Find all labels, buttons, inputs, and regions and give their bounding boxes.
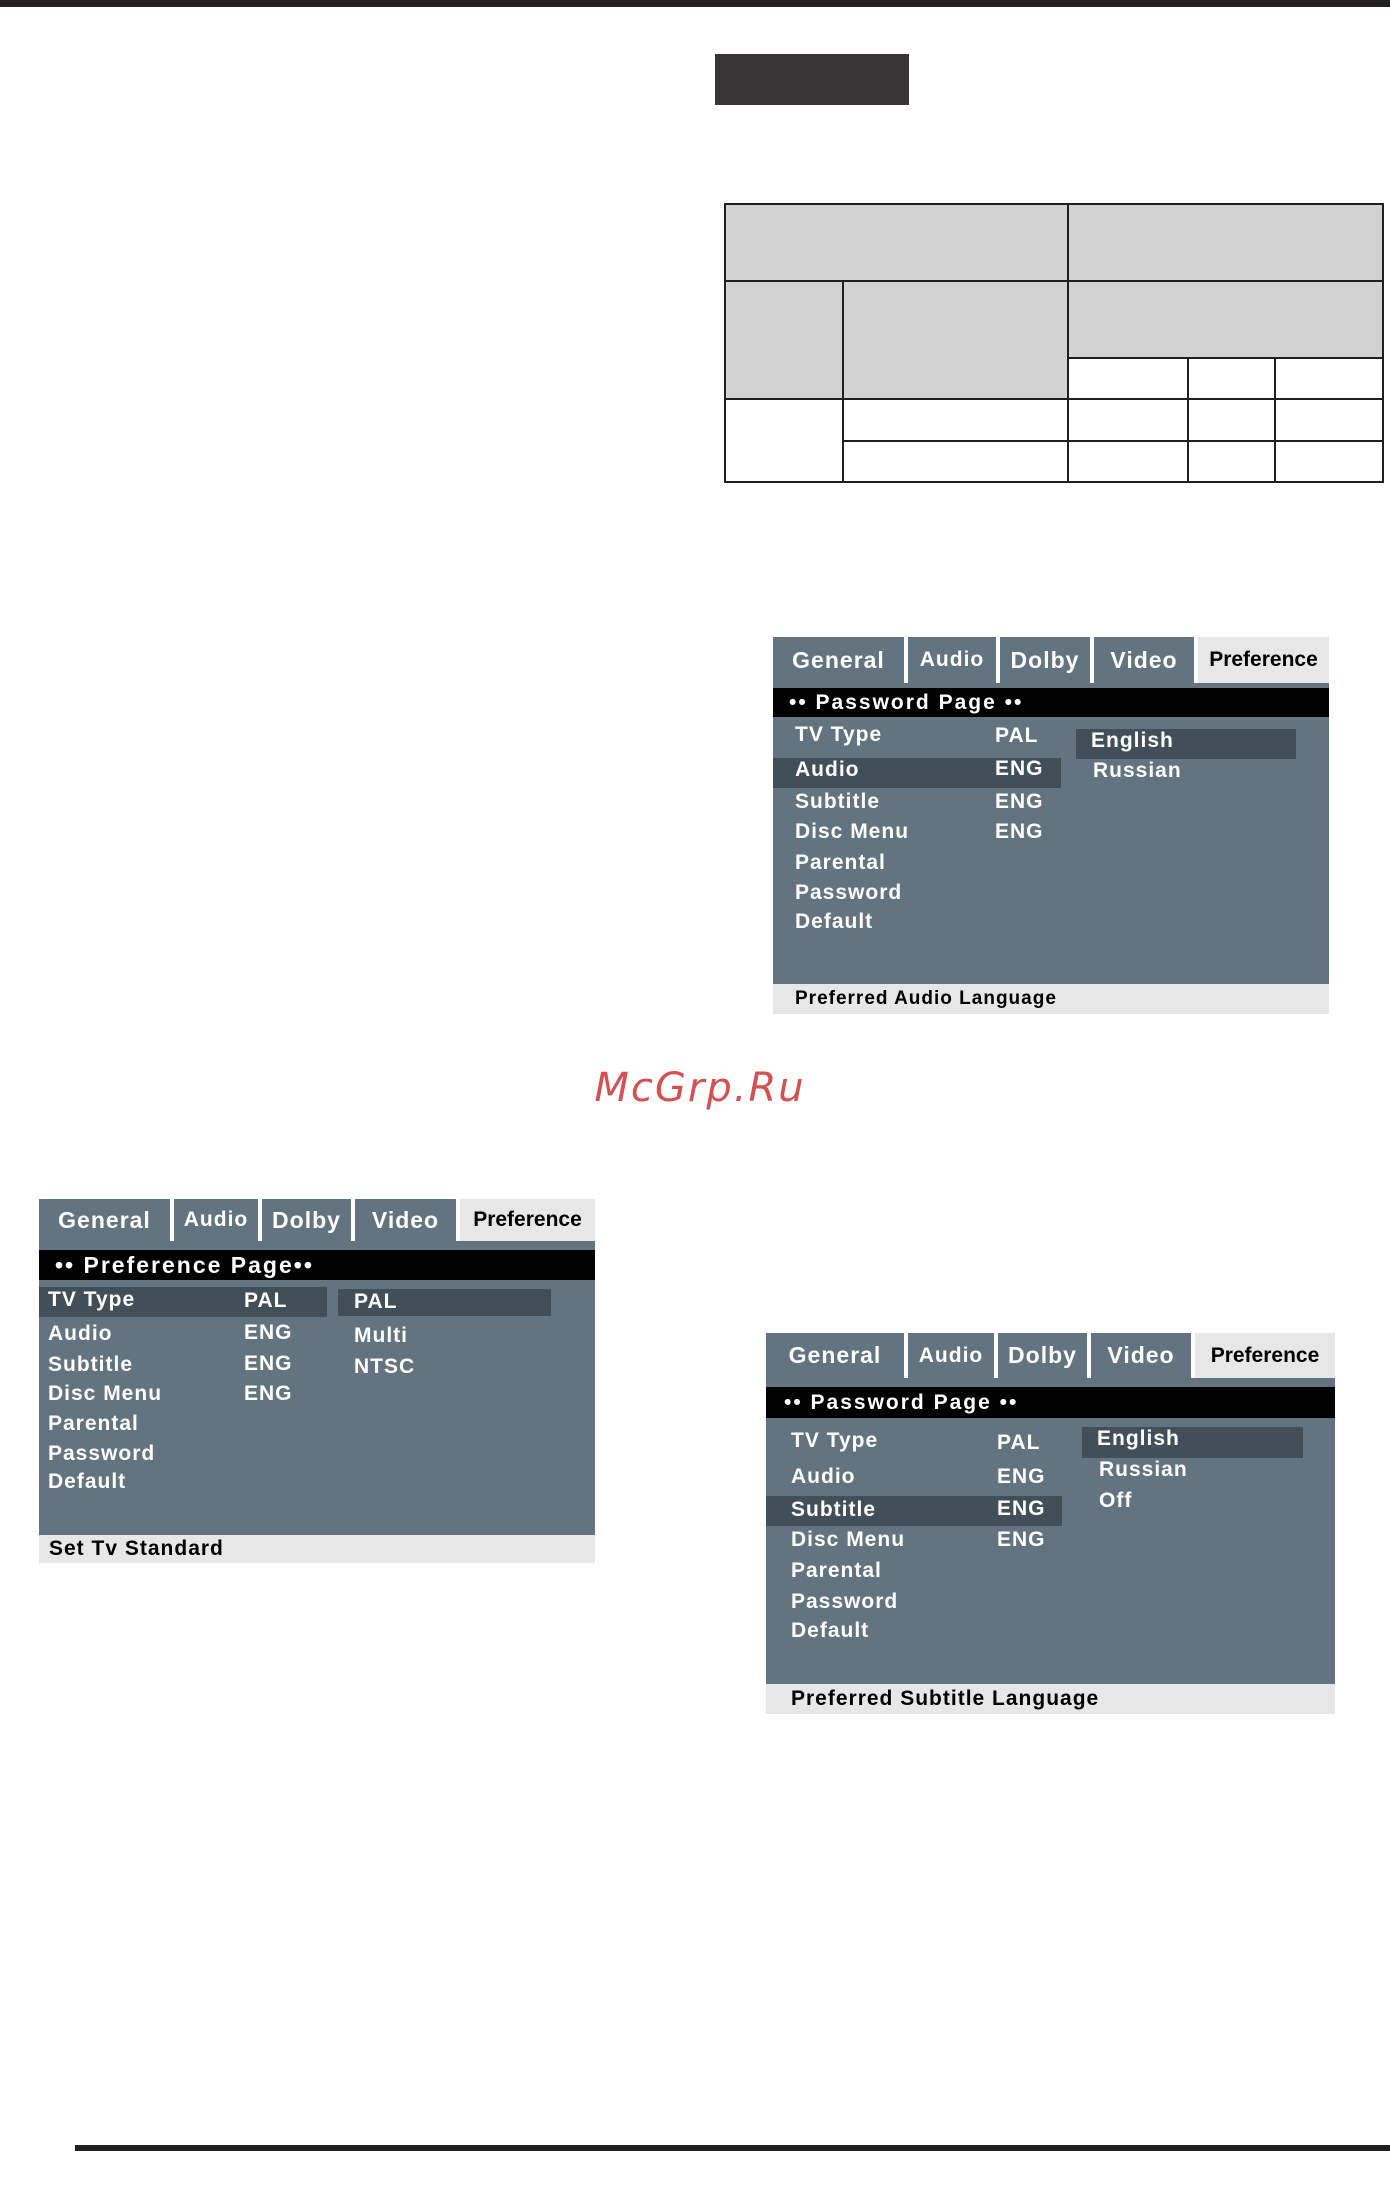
- table-cell: [842, 280, 1069, 400]
- page-title: •• Password Page ••: [773, 688, 1329, 717]
- menu-item-disc-menu[interactable]: Disc Menu: [795, 820, 910, 843]
- menu-item-tv-type[interactable]: TV Type: [795, 723, 883, 746]
- tab-preference[interactable]: Preference: [1198, 637, 1329, 683]
- top-rule: [0, 0, 1390, 7]
- status-bar: Preferred Subtitle Language: [766, 1684, 1335, 1714]
- osd-menu-audio: [773, 637, 1329, 1014]
- page-title: •• Preference Page••: [39, 1250, 595, 1280]
- menu-item-default[interactable]: Default: [48, 1470, 127, 1493]
- table-cell: [724, 203, 1069, 282]
- tab-video[interactable]: Video: [355, 1199, 456, 1241]
- option-english[interactable]: English: [1097, 1427, 1180, 1450]
- menu-item-audio[interactable]: Audio: [791, 1465, 856, 1488]
- option-off[interactable]: Off: [1099, 1489, 1133, 1512]
- menu-item-password[interactable]: Password: [48, 1442, 156, 1465]
- value-audio: ENG: [244, 1321, 293, 1344]
- status-bar: Set Tv Standard: [39, 1535, 595, 1563]
- tab-video[interactable]: Video: [1091, 1333, 1191, 1378]
- option-russian[interactable]: Russian: [1099, 1458, 1188, 1481]
- menu-item-disc-menu[interactable]: Disc Menu: [791, 1528, 906, 1551]
- value-disc-menu: ENG: [995, 820, 1044, 843]
- menu-item-parental[interactable]: Parental: [48, 1412, 139, 1435]
- menu-item-subtitle[interactable]: Subtitle: [791, 1498, 876, 1521]
- option-pal[interactable]: PAL: [354, 1290, 398, 1313]
- value-tv-type: PAL: [244, 1289, 288, 1312]
- option-multi[interactable]: Multi: [354, 1324, 408, 1347]
- value-disc-menu: ENG: [997, 1528, 1046, 1551]
- value-tv-type: PAL: [995, 724, 1039, 747]
- osd-menu-subtitle: [766, 1333, 1335, 1714]
- value-tv-type: PAL: [997, 1431, 1041, 1454]
- menu-item-subtitle[interactable]: Subtitle: [795, 790, 880, 813]
- table-cell: [1187, 398, 1276, 442]
- menu-item-subtitle[interactable]: Subtitle: [48, 1353, 133, 1376]
- section-header-box: [715, 54, 909, 105]
- menu-item-default[interactable]: Default: [791, 1619, 870, 1642]
- menu-item-tv-type[interactable]: TV Type: [48, 1288, 136, 1311]
- tab-preference[interactable]: Preference: [1195, 1333, 1335, 1378]
- menu-item-parental[interactable]: Parental: [791, 1559, 882, 1582]
- table-cell: [1274, 440, 1384, 483]
- tab-dolby[interactable]: Dolby: [998, 1333, 1087, 1378]
- tab-audio[interactable]: Audio: [908, 1333, 994, 1378]
- table-cell: [1067, 357, 1189, 400]
- tab-dolby[interactable]: Dolby: [262, 1199, 351, 1241]
- option-english[interactable]: English: [1091, 729, 1174, 752]
- tab-general[interactable]: General: [766, 1333, 904, 1378]
- menu-item-parental[interactable]: Parental: [795, 851, 886, 874]
- value-audio: ENG: [997, 1465, 1046, 1488]
- option-ntsc[interactable]: NTSC: [354, 1355, 416, 1378]
- watermark: McGrp.Ru: [594, 1065, 806, 1111]
- menu-item-audio[interactable]: Audio: [48, 1322, 113, 1345]
- tab-general[interactable]: General: [773, 637, 904, 683]
- bottom-rule: [75, 2145, 1390, 2151]
- table-cell: [724, 398, 844, 483]
- value-subtitle: ENG: [995, 790, 1044, 813]
- table-cell: [1187, 357, 1276, 400]
- table-cell: [1187, 440, 1276, 483]
- table-cell: [1067, 280, 1384, 359]
- tab-general[interactable]: General: [39, 1199, 170, 1241]
- page-title: •• Password Page ••: [766, 1387, 1335, 1418]
- menu-item-password[interactable]: Password: [791, 1590, 899, 1613]
- table-cell: [842, 398, 1069, 442]
- menu-item-password[interactable]: Password: [795, 881, 903, 904]
- value-subtitle: ENG: [997, 1497, 1046, 1520]
- status-bar: Preferred Audio Language: [773, 984, 1329, 1014]
- table-cell: [1274, 357, 1384, 400]
- value-disc-menu: ENG: [244, 1382, 293, 1405]
- tab-audio[interactable]: Audio: [174, 1199, 258, 1241]
- value-audio: ENG: [995, 757, 1044, 780]
- table-cell: [724, 280, 844, 400]
- menu-item-audio[interactable]: Audio: [795, 758, 860, 781]
- option-russian[interactable]: Russian: [1093, 759, 1182, 782]
- table-cell: [1274, 398, 1384, 442]
- menu-item-tv-type[interactable]: TV Type: [791, 1429, 879, 1452]
- tab-dolby[interactable]: Dolby: [1000, 637, 1090, 683]
- menu-item-disc-menu[interactable]: Disc Menu: [48, 1382, 163, 1405]
- table-cell: [842, 440, 1069, 483]
- table-cell: [1067, 398, 1189, 442]
- menu-item-default[interactable]: Default: [795, 910, 874, 933]
- value-subtitle: ENG: [244, 1352, 293, 1375]
- tab-audio[interactable]: Audio: [908, 637, 996, 683]
- tab-preference[interactable]: Preference: [460, 1199, 595, 1241]
- osd-menu-preference: [39, 1199, 595, 1563]
- table-cell: [1067, 203, 1384, 282]
- tab-video[interactable]: Video: [1094, 637, 1194, 683]
- table-cell: [1067, 440, 1189, 483]
